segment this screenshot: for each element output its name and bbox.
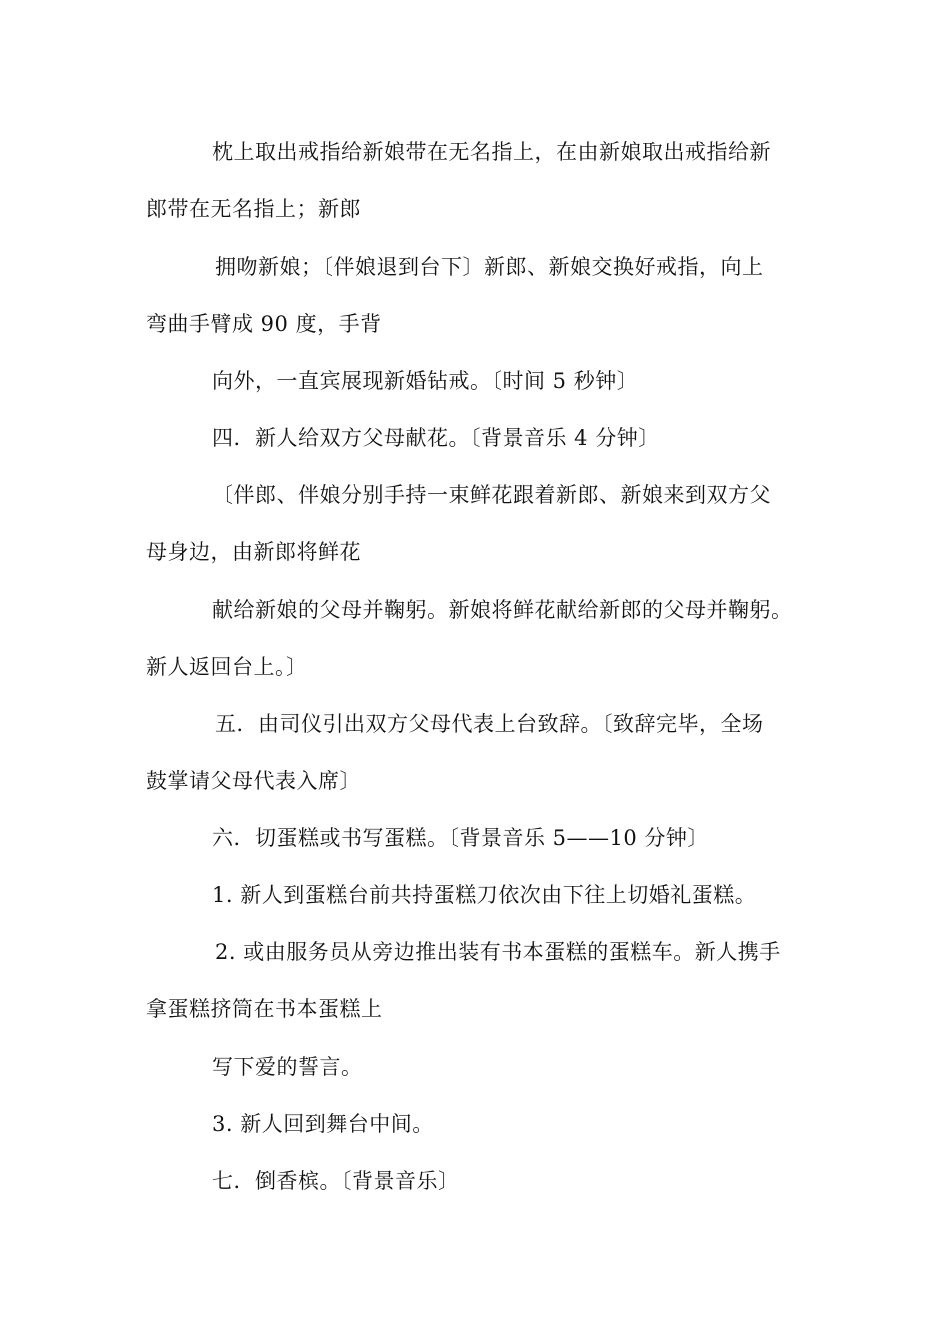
- text-line: 鼓掌请父母代表入席〕: [146, 769, 361, 793]
- text-line: 弯曲手臂成 90 度，手背: [146, 312, 382, 336]
- text-line: 郎带在无名指上；新郎: [146, 197, 361, 221]
- text-line: 〔伴郎、伴娘分别手持一束鲜花跟着新郎、新娘来到双方父: [212, 483, 771, 507]
- section-heading-6: 六．切蛋糕或书写蛋糕。〔背景音乐 5——10 分钟〕: [212, 826, 709, 850]
- text-line: 母身边，由新郎将鲜花: [146, 540, 361, 564]
- list-item-2: 2. 或由服务员从旁边推出装有书本蛋糕的蛋糕车。新人携手: [215, 940, 781, 964]
- text-line: 拿蛋糕挤筒在书本蛋糕上: [146, 997, 383, 1021]
- section-heading-4: 四．新人给双方父母献花。〔背景音乐 4 分钟〕: [212, 426, 660, 450]
- section-heading-5: 五．由司仪引出双方父母代表上台致辞。〔致辞完毕，全场: [215, 712, 764, 736]
- text-line: 拥吻新娘；〔伴娘退到台下〕新郎、新娘交换好戒指，向上: [215, 255, 764, 279]
- list-item-1: 1. 新人到蛋糕台前共持蛋糕刀依次由下往上切婚礼蛋糕。: [212, 883, 757, 907]
- text-line: 献给新娘的父母并鞠躬。新娘将鲜花献给新郎的父母并鞠躬。: [212, 598, 793, 622]
- text-line: 枕上取出戒指给新娘带在无名指上，在由新娘取出戒指给新: [212, 140, 771, 164]
- text-line: 写下爱的誓言。: [212, 1055, 363, 1079]
- text-line: 新人返回台上。〕: [146, 655, 308, 679]
- section-heading-7: 七．倒香槟。〔背景音乐〕: [212, 1169, 460, 1193]
- list-item-3: 3. 新人回到舞台中间。: [212, 1112, 434, 1136]
- text-line: 向外，一直宾展现新婚钻戒。〔时间 5 秒钟〕: [212, 369, 639, 393]
